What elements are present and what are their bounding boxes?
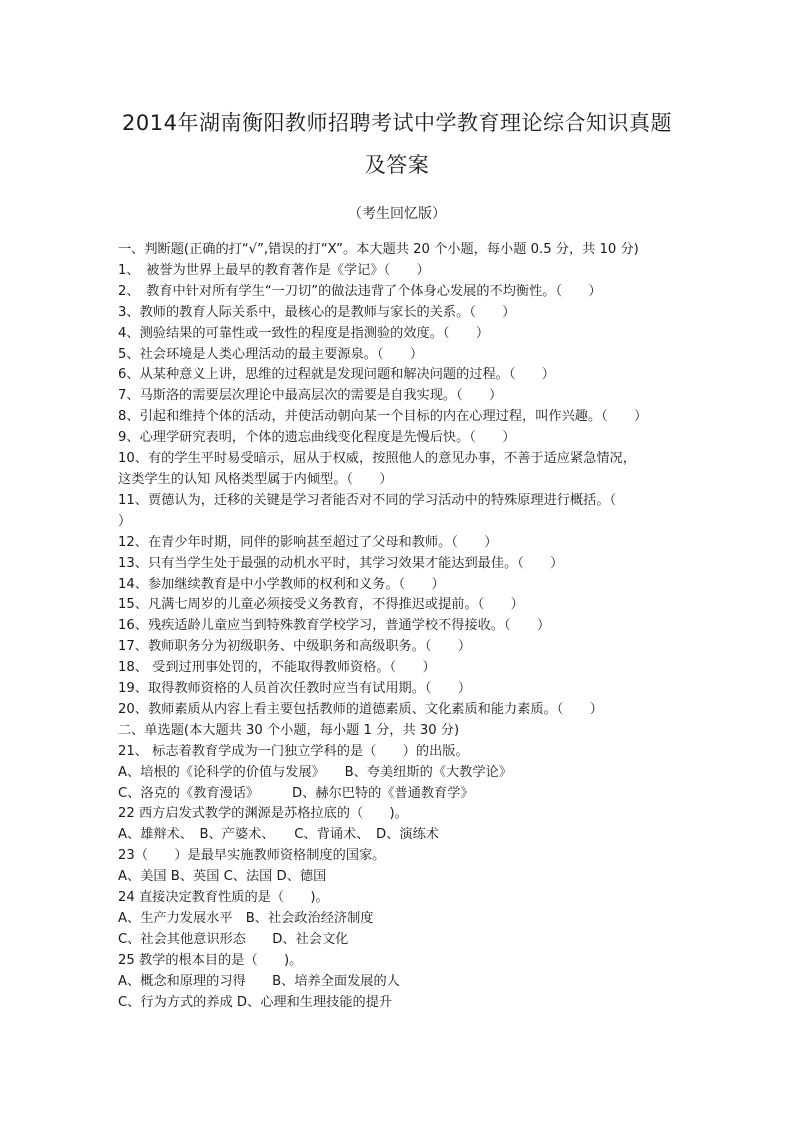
question-line: 16、残疾适龄儿童应当到特殊教育学校学习，普通学校不得接收。（ ） [118, 618, 551, 634]
question-line: 2、 教育中针对所有学生“一刀切”的做法违背了个体身心发展的不均衡性。（ ） [118, 283, 602, 299]
option-line: A、雄辩术、 B、产婆术、 C、背诵术、 D、演练术 [118, 827, 439, 843]
option-line: A、美国 B、英国 C、法国 D、德国 [118, 869, 327, 885]
question-line: 23（ ）是最早实施教师资格制度的国家。 [118, 848, 386, 864]
question-line: 10、有的学生平时易受暗示，屈从于权威，按照他人的意见办事，不善于适应紧急情况， [118, 451, 636, 467]
option-line: A、概念和原理的习得 B、培养全面发展的人 [118, 973, 400, 989]
question-line: 这类学生的认知 风格类型属于内倾型。（ ） [118, 471, 393, 487]
document-subtitle: （考生回忆版） [348, 206, 446, 222]
question-line: 3、教师的教育人际关系中，最核心的是教师与家长的关系。（ ） [118, 304, 516, 320]
option-line: A、生产力发展水平 B、社会政治经济制度 [118, 911, 374, 926]
option-line: C、行为方式的养成 D、心理和生理技能的提升 [118, 994, 393, 1010]
question-line: 6、从某种意义上讲，思维的过程就是发现问题和解决问题的过程。（ ） [118, 367, 555, 383]
question-line: 4、测验结果的可靠性或一致性的程度是指测验的效度。（ ） [118, 325, 490, 341]
question-line: 9、心理学研究表明，个体的遗忘曲线变化程度是先慢后快。（ ） [118, 430, 516, 446]
question-line: 18、 受到过刑事处罚的，不能取得教师资格。（ ） [118, 660, 436, 676]
question-line: 21、 标志着教育学成为一门独立学科的是（ ）的出版。 [118, 743, 469, 759]
question-line: ） [118, 513, 132, 529]
question-line: 20、教师素质从内容上看主要包括教师的道德素质、文化素质和能力素质。（ ） [118, 701, 603, 717]
question-line: 11、贾德认为，迁移的关键是学习者能否对不同的学习活动中的特殊原理进行概括。（ [118, 492, 617, 508]
question-line: 12、在青少年时期，同伴的影响甚至超过了父母和教师。（ ） [118, 534, 498, 550]
question-line: 1、 被誉为世界上最早的教育著作是《学记》（ ） [118, 262, 430, 278]
question-line: 15、凡满七周岁的儿童必须接受义务教育，不得推迟或提前。（ ） [118, 597, 524, 613]
question-line: 24 直接决定教育性质的是（ )。 [118, 890, 329, 906]
question-line: 13、只有当学生处于最强的动机水平时，其学习效果才能达到最佳。（ ） [118, 555, 564, 571]
question-line: 25 教学的根本目的是（ )。 [118, 952, 303, 968]
question-line: 19、取得教师资格的人员首次任教时应当有试用期。（ ） [118, 681, 472, 697]
question-line: 22 西方启发式教学的渊源是苏格拉底的（ )。 [118, 806, 408, 822]
option-line: A、培根的《论科学的价值与发展》 B、夸美纽斯的《大教学论》 [118, 764, 512, 780]
section-heading-judgement: 一、判断题(正确的打“√”,错误的打“X”。本大题共 20 个小题，每小题 0.5 分，共 10 分) [118, 242, 639, 257]
document-title-line-1: 2014年湖南衡阳教师招聘考试中学教育理论综合知识真题 [122, 111, 672, 135]
question-list [118, 240, 683, 1014]
question-line: 14、参加继续教育是中小学教师的权利和义务。（ ） [118, 576, 445, 592]
question-line: 17、教师职务分为初级职务、中级职务和高级职务。（ ） [118, 639, 472, 655]
question-line: 5、社会环境是人类心理活动的最主要源泉。（ ） [118, 346, 424, 362]
document-title-line-2: 及答案 [364, 153, 430, 177]
question-line: 7、马斯洛的需要层次理论中最高层次的需要是自我实现。（ ） [118, 388, 503, 404]
section-heading-single-choice: 二、单选题(本大题共 30 个小题，每小题 1 分，共 30 分) [118, 722, 460, 738]
question-line: 8、引起和维持个体的活动，并使活动朝向某一个目标的内在心理过程，叫作兴趣。（ ） [118, 409, 648, 425]
option-line: C、社会其他意识形态 D、社会文化 [118, 931, 349, 947]
option-line: C、洛克的《教育漫话》 D、赫尔巴特的《普通教育学》 [118, 785, 474, 801]
